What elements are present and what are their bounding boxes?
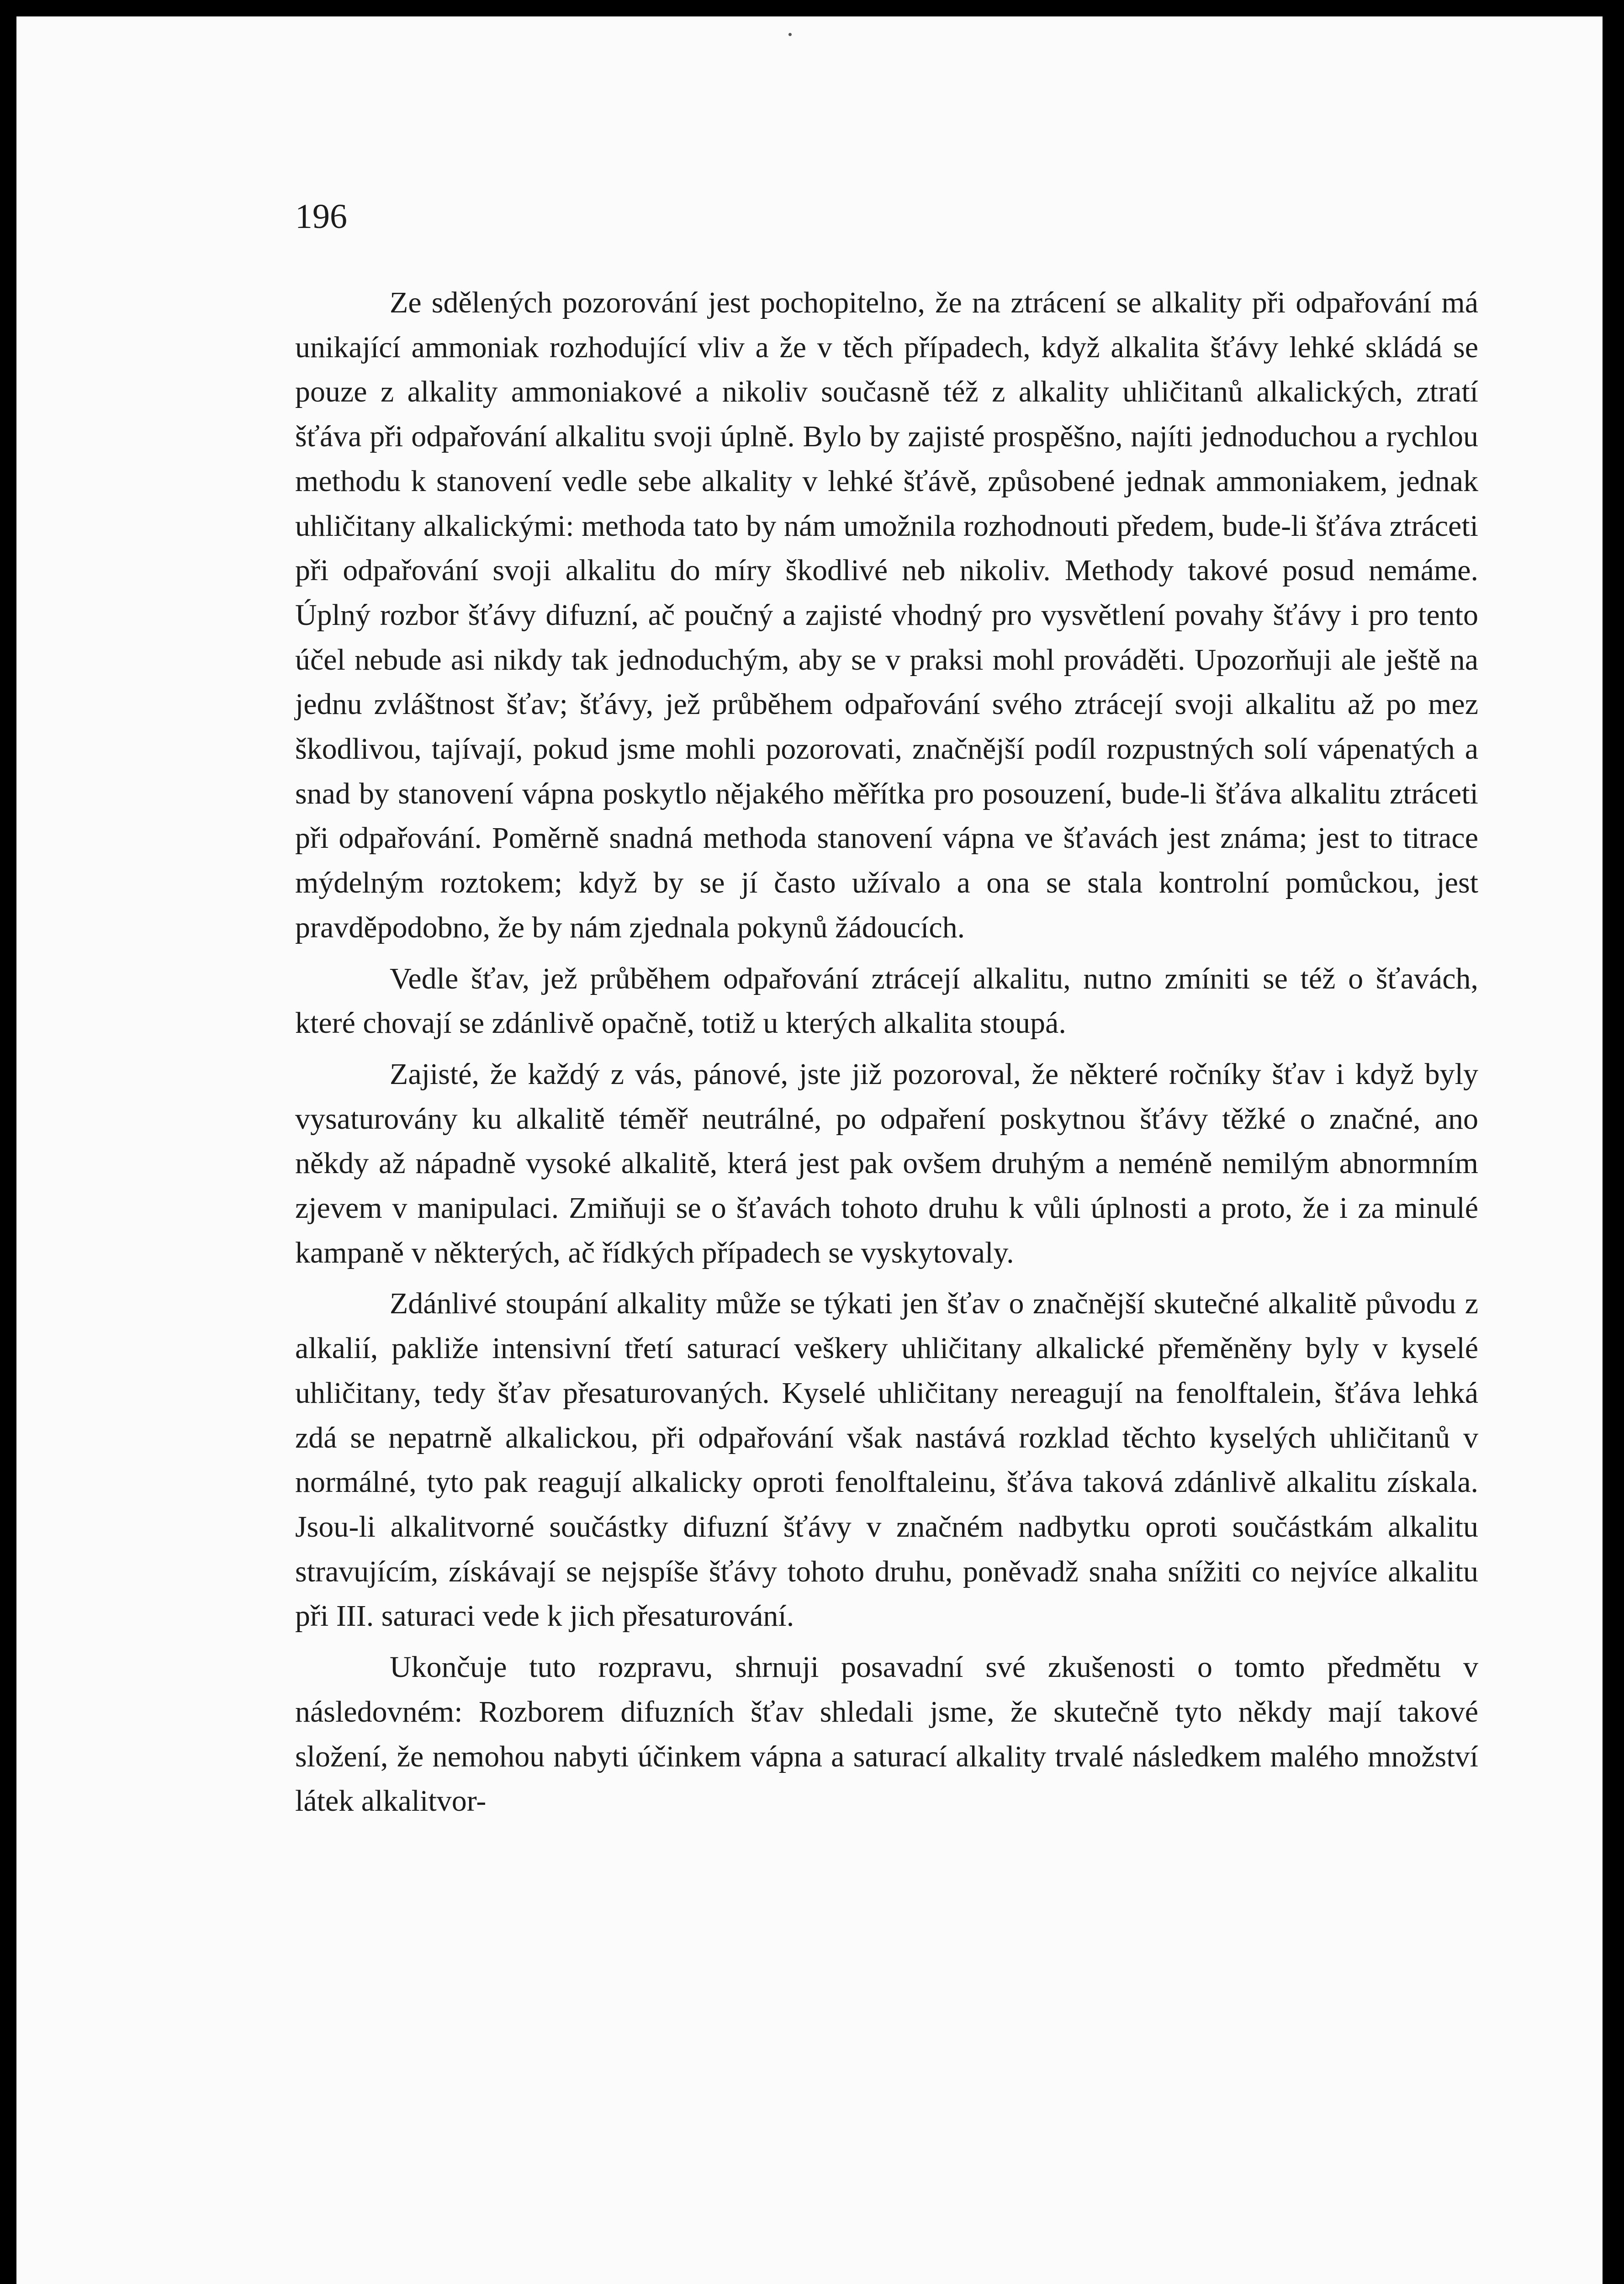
page-number: 196 <box>295 197 347 236</box>
scan-speck <box>788 33 792 36</box>
book-page <box>16 16 1603 2284</box>
paragraph-2: Vedle šťav, jež průběhem odpařování ztrácejí alkalitu, nutno zmíniti se též o šťavách, které chovají se zdánlivě opačně, totiž u kterých alkalita stoupá. <box>295 962 1478 1040</box>
paragraph-5: Ukončuje tuto rozpravu, shrnuji posavadní své zkušenosti o tomto předmětu v následovném: Rozborem difuzních šťav shledali jsme, že skutečně tyto někdy mají takové složení, že nemohou nabyti účinkem vápna a saturací alkality trvalé následkem malého množství látek alkalitvor- <box>295 1650 1478 1818</box>
body-text <box>295 280 1478 1824</box>
paragraph-4: Zdánlivé stoupání alkality může se týkati jen šťav o značnější skutečné alkalitě původu z alkalií, pakliže intensivní třetí saturací veškery uhličitany alkalické přeměněny byly v kyselé uhličitany, tedy šťav přesaturovaných. Kyselé uhličitany nereagují na fenolftalein, šťáva lehká zdá se nepatrně alkalickou, při odpařování však nastává rozklad těchto kyselých uhličitanů v normálné, tyto pak reagují alkalicky oproti fenolftaleinu, šťáva taková zdánlivě alkalitu získala. Jsou-li alkalitvorné součástky difuzní šťávy v značném nadbytku oproti součástkám alkalitu stravujícím, získávají se nejspíše šťávy tohoto druhu, poněvadž snaha snížiti co nejvíce alkalitu při III. saturaci vede k jich přesaturování. <box>295 1287 1478 1633</box>
paragraph-3: Zajisté, že každý z vás, pánové, jste již pozoroval, že některé ročníky šťav i když byly vysaturovány ku alkalitě téměř neutrálné, po odpaření poskytnou šťávy těžké o značné, ano někdy až nápadně vysoké alkalitě, která jest pak ovšem druhým a neméně nemilým abnormním zjevem v manipulaci. Zmiňuji se o šťavách tohoto druhu k vůli úplnosti a proto, že i za minulé kampaně v některých, ač řídkých případech se vyskytovaly. <box>295 1057 1478 1269</box>
paragraph-1: Ze sdělených pozorování jest pochopitelno, že na ztrácení se alkality při odpařování má unikající ammoniak rozhodující vliv a že v těch případech, když alkalita šťávy lehké skládá se pouze z alkality ammoniakové a nikoliv současně též z alkality uhličitanů alkalických, ztratí šťáva při odpařování alkalitu svoji úplně. Bylo by zajisté prospěšno, najíti jednoduchou a rychlou methodu k stanovení vedle sebe alkality v lehké šťávě, způsobené jednak ammoniakem, jednak uhličitany alkalickými: methoda tato by nám umožnila rozhodnouti předem, bude-li šťáva ztráceti při odpařování svoji alkalitu do míry škodlivé neb nikoliv. Methody takové posud nemáme. Úplný rozbor šťávy difuzní, ač poučný a zajisté vhodný pro vysvětlení povahy šťávy i pro tento účel nebude asi nikdy tak jednoduchým, aby se v praksi mohl prováděti. Upozorňuji ale ještě na jednu zvláštnost šťav; šťávy, jež průběhem odpařování svého ztrácejí svoji alkalitu až po mez škodlivou, tajívají, pokud jsme mohli pozorovati, značnější podíl rozpustných solí vápenatých a snad by stanovení vápna poskytlo nějakého měřítka pro posouzení, bude-li šťáva alkalitu ztráceti při odpařování. Poměrně snadná methoda stanovení vápna ve šťavách jest známa; jest to titrace mýdelným roztokem; když by se jí často užívalo a ona se stala kontrolní pomůckou, jest pravděpodobno, že by nám zjednala pokynů žádoucích. <box>295 286 1478 944</box>
